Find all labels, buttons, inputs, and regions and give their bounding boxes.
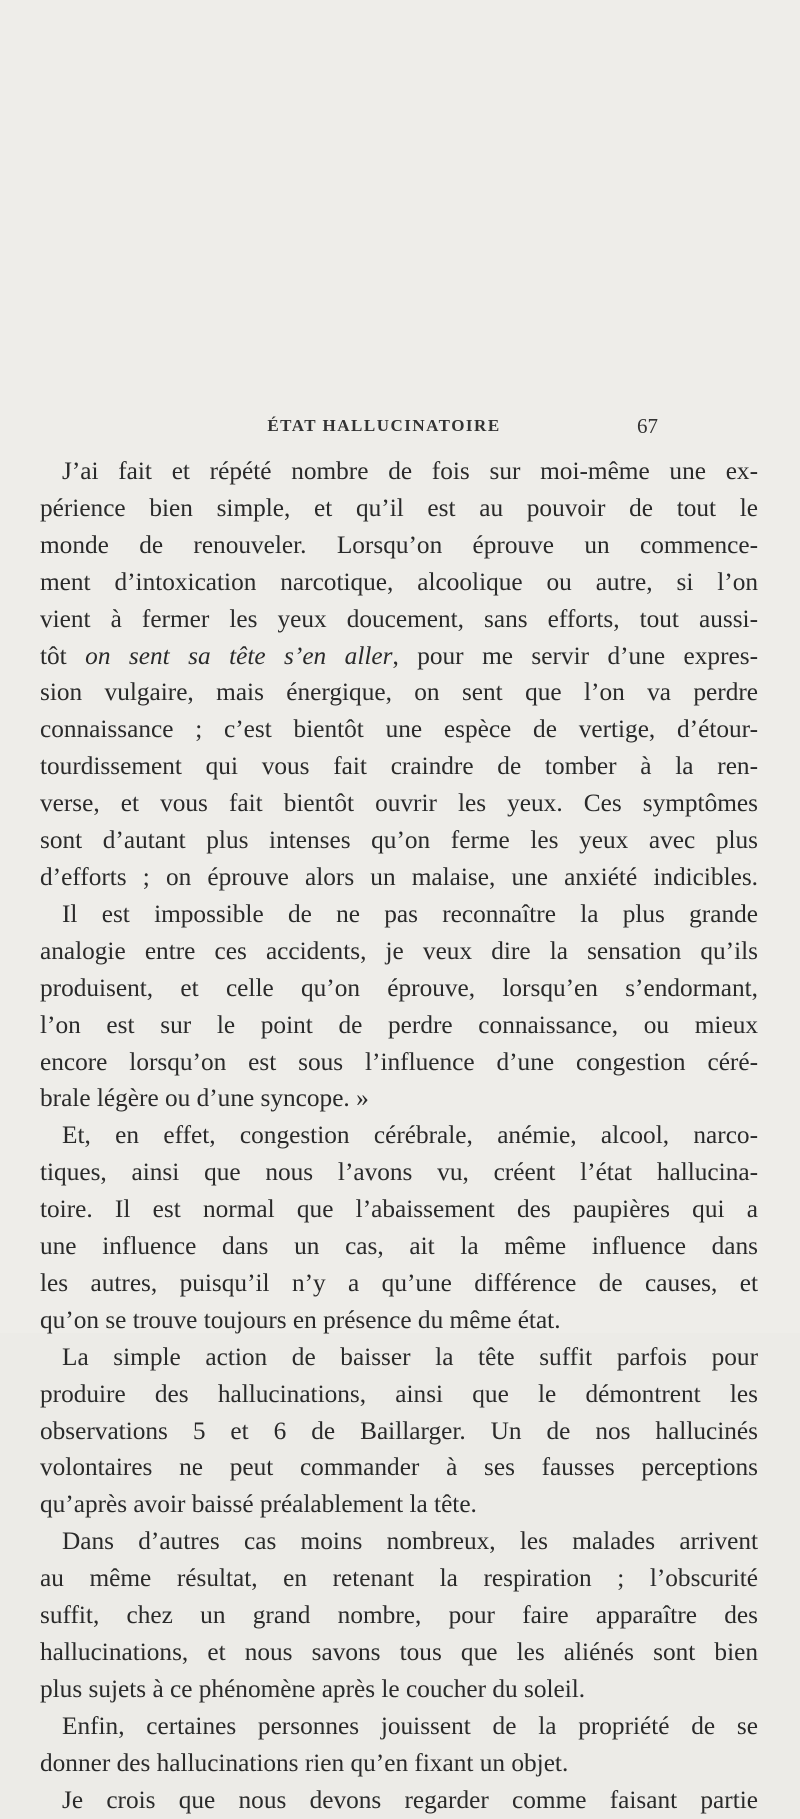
text-segment: connaissance ; c’est bientôt une espèce de vertige, d’étour- <box>40 715 758 744</box>
text-line <box>40 1597 758 1634</box>
text-line <box>40 564 758 601</box>
text-segment: d’efforts ; on éprouve alors un malaise, une anxiété indicibles. <box>40 862 758 891</box>
text-line <box>40 896 758 933</box>
text-line <box>40 1560 758 1597</box>
text-line <box>40 970 758 1007</box>
text-line <box>40 1117 758 1154</box>
text-segment: tiques, ainsi que nous l’avons vu, créent l’état hallucina- <box>40 1158 758 1187</box>
text-segment: l’on est sur le point de perdre connaissance, ou mieux <box>40 1010 758 1039</box>
text-segment: Il est impossible de ne pas reconnaître la plus grande <box>62 899 758 928</box>
text-segment: sion vulgaire, mais énergique, on sent que l’on va perdre <box>40 678 758 707</box>
text-segment: volontaires ne peut commander à ses fausses perceptions <box>40 1453 758 1482</box>
text-line <box>40 1413 758 1450</box>
text-segment: les autres, puisqu’il n’y a qu’une différence de causes, et <box>40 1268 758 1297</box>
text-segment: J’ai fait et répété nombre de fois sur moi-même une ex- <box>62 457 758 485</box>
text-segment: qu’après avoir baissé préalablement la tête. <box>40 1490 477 1519</box>
text-segment: plus sujets à ce phénomène après le coucher du soleil. <box>40 1674 586 1703</box>
text-segment: Enfin, certaines personnes jouissent de la propriété de se <box>62 1711 758 1740</box>
text-segment: observations 5 et 6 de Baillarger. Un de nos hallucinés <box>40 1416 758 1445</box>
text-segment: produisent, et celle qu’on éprouve, lorsqu’en s’endormant, <box>40 973 758 1002</box>
text-segment: donner des hallucinations rien qu’en fixant un objet. <box>40 1748 569 1777</box>
text-segment: qu’on se trouve toujours en présence du même état. <box>40 1305 561 1334</box>
text-line <box>40 1376 758 1413</box>
text-line <box>40 1007 758 1044</box>
text-line <box>40 859 758 896</box>
text-line <box>40 1228 758 1265</box>
text-segment: analogie entre ces accidents, je veux dire la sensation qu’ils <box>40 936 758 965</box>
text-line <box>40 1044 758 1081</box>
text-segment: , pour me servir d’une expres- <box>392 641 758 670</box>
text-line <box>40 1745 758 1782</box>
text-line <box>40 1671 758 1708</box>
text-line <box>40 1634 758 1671</box>
text-segment: vient à fermer les yeux doucement, sans efforts, tout aussi- <box>40 604 758 633</box>
text-line <box>40 1782 758 1819</box>
text-line <box>40 1302 758 1339</box>
text-line <box>40 711 758 748</box>
page-number: 67 <box>637 414 658 438</box>
text-segment: Dans d’autres cas moins nombreux, les malades arrivent <box>62 1527 758 1556</box>
text-segment: hallucinations, et nous savons tous que les aliénés sont bien <box>40 1638 758 1666</box>
italic-text: on sent sa tête s’en aller <box>85 641 393 670</box>
text-segment: périence bien simple, et qu’il est au pouvoir de tout le <box>40 493 758 522</box>
text-segment: Je crois que nous devons regarder comme faisant partie <box>62 1785 758 1814</box>
text-segment: monde de renouveler. Lorsqu’on éprouve un commence- <box>40 530 758 559</box>
text-segment: Et, en effet, congestion cérébrale, anémie, alcool, narco- <box>62 1121 758 1150</box>
text-segment: suffit, chez un grand nombre, pour faire apparaître des <box>40 1601 758 1630</box>
text-segment: brale légère ou d’une syncope. » <box>40 1084 369 1113</box>
text-line <box>40 1449 758 1486</box>
body-text <box>40 453 758 1819</box>
text-segment: produire des hallucinations, ainsi que le démontrent les <box>40 1379 758 1408</box>
text-line <box>40 1191 758 1228</box>
running-header <box>0 416 800 446</box>
text-line <box>40 933 758 970</box>
text-line <box>40 822 758 859</box>
text-segment: encore lorsqu’on est sous l’influence d’une congestion céré- <box>40 1047 758 1076</box>
text-line <box>40 1708 758 1745</box>
text-segment: tourdissement qui vous fait craindre de tomber à la ren- <box>40 752 758 781</box>
text-line <box>40 1486 758 1523</box>
text-line <box>40 1265 758 1302</box>
text-line <box>40 527 758 564</box>
text-segment: sont d’autant plus intenses qu’on ferme les yeux avec plus <box>40 826 758 855</box>
header-title: ÉTAT HALLUCINATOIRE <box>267 416 501 435</box>
text-line <box>40 1154 758 1191</box>
text-line <box>40 1523 758 1560</box>
text-line <box>40 748 758 785</box>
text-segment: verse, et vous fait bientôt ouvrir les yeux. Ces symptômes <box>40 789 758 818</box>
text-segment: toire. Il est normal que l’abaissement des paupières qui a <box>40 1195 758 1224</box>
text-segment: une influence dans un cas, ait la même influence dans <box>40 1232 758 1261</box>
text-line <box>40 453 758 490</box>
text-line <box>40 638 758 675</box>
text-line <box>40 1339 758 1376</box>
text-line <box>40 1080 758 1117</box>
text-segment: tôt <box>40 641 86 670</box>
text-segment: ment d’intoxication narcotique, alcoolique ou autre, si l’on <box>40 567 758 596</box>
text-line <box>40 674 758 711</box>
text-segment: au même résultat, en retenant la respiration ; l’obscurité <box>40 1564 758 1593</box>
text-line <box>40 785 758 822</box>
text-line <box>40 601 758 638</box>
text-line <box>40 490 758 527</box>
text-segment: La simple action de baisser la tête suffit parfois pour <box>62 1342 758 1371</box>
